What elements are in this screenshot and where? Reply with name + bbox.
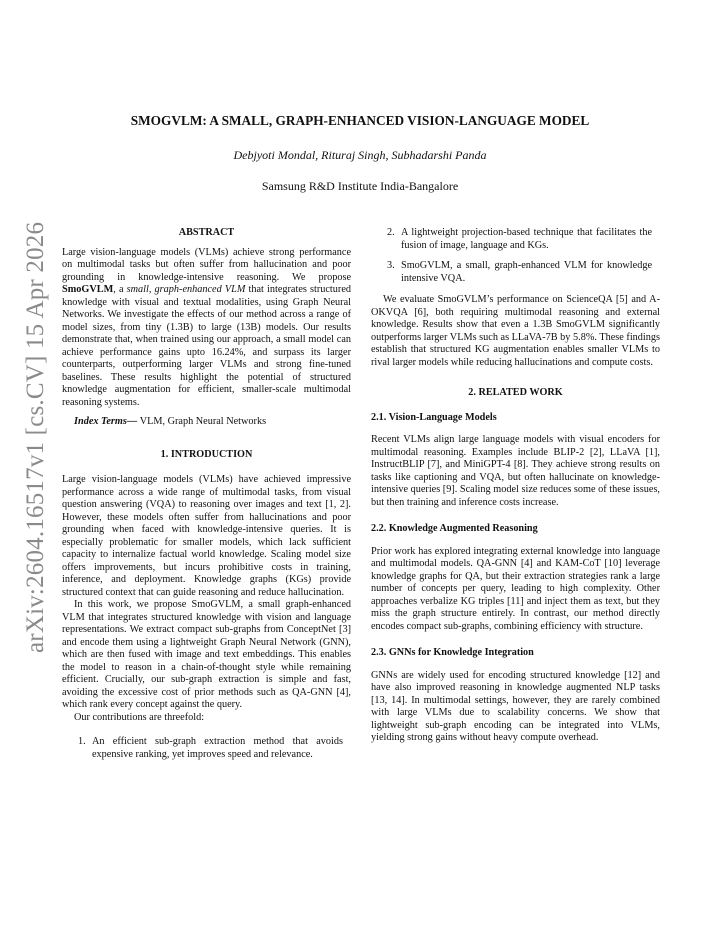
intro-paragraph-2: In this work, we propose SmoGVLM, a small graph-enhanced VLM that integrates structured knowledge with vision and language representations. We extract compact sub-graphs from ConceptNet [3] and encode them using a lightweight Graph Neural Network (GNN), which are then fused with image and text embeddings. This enables the model to reason in a chain-of-thought style while remaining efficient. Crucially, our sub-graph extraction is simple and fast, avoiding the excessive cost of prior methods such as QA-GNN [4], which rank every concept against the query. bbox=[62, 599, 351, 710]
related-work-heading: 2. RELATED WORK bbox=[468, 387, 563, 398]
abstract-text: Large vision-language models (VLMs) achieve strong performance on multimodal tasks but often suffer from hallucination and poor grounding in knowledge-intensive reasoning. We propose SmoGVLM, a small, graph-enhanced VLM that integrates structured knowledge with visual and textual modalities, using Graph Neural Networks. We investigate the effects of our method across a range of model sizes, from tiny (1.3B) to large (13B) models. Our results demonstrate that, when trained using our approach, a small model can achieve performance gains upto 16.24%, and surpass its larger counterparts, outperforming larger VLMs and strong fine-tuned baselines. These results highlight the potential of structured knowledge augmentation for efficient, smaller-scale multimodal reasoning systems. bbox=[62, 246, 351, 408]
index-terms: Index Terms— VLM, Graph Neural Networks bbox=[74, 416, 267, 427]
section-2-2-heading: 2.2. Knowledge Augmented Reasoning bbox=[371, 523, 538, 534]
contributions-list bbox=[62, 736, 351, 761]
contributions-list-continued bbox=[371, 227, 660, 285]
section-2-1-heading: 2.1. Vision-Language Models bbox=[371, 411, 497, 423]
paper-authors: Debjyoti Mondal, Rituraj Singh, Subhadarshi Panda bbox=[233, 148, 487, 162]
section-2-3-text: GNNs are widely used for encoding structured knowledge [12] and have also improved reasoning in knowledge augmented NLP tasks [13, 14]. In multimodal settings, however, they are rarely combined with large VLMs due to scalability concerns. We show that lightweight sub-graph encoding can be integrated into VLMs, yielding strong gains without heavy compute overhead. bbox=[371, 669, 660, 743]
list-item: 2. A lightweight projection-based technique that facilitates the fusion of image, language and KGs. bbox=[387, 227, 652, 251]
intro-paragraph-3: Our contributions are threefold: bbox=[74, 711, 205, 723]
section-2-3-heading: 2.3. GNNs for Knowledge Integration bbox=[371, 647, 534, 658]
section-2-2-text: Prior work has explored integrating external knowledge into language and multimodal models. QA-GNN [4] and KAM-CoT [10] leverage knowledge graphs for QA, but their extraction strategies rank a large number of concepts per query, leading to high complexity. Other approaches verbalize KG triples [11] and inject them as text, but they miss the graph structure entirely. In contrast, our method directly encodes compact sub-graphs, combining efficiency with structure. bbox=[371, 545, 660, 632]
paper-title: SMOGVLM: A SMALL, GRAPH-ENHANCED VISION-LANGUAGE MODEL bbox=[130, 113, 590, 128]
right-column bbox=[371, 227, 660, 745]
introduction-heading: 1. INTRODUCTION bbox=[160, 448, 253, 460]
paper-affiliation: Samsung R&D Institute India-Bangalore bbox=[261, 179, 459, 193]
left-column bbox=[62, 227, 351, 761]
intro-paragraph-1: Large vision-language models (VLMs) have achieved impressive performance across a wide range of multimodal tasks, from visual question answering (VQA) to reasoning over images and text [1, 2]. However, these models often suffer from hallucinations and poor grounding when faced with knowledge-intensive queries. It is especially problematic for smaller models, which lack sufficient capacity to internalize factual world knowledge. Scaling model size offers improvements, but incurs prohibitive costs in training, inference, and deployment. Knowledge graphs (KGs) provide structured context that can guide reasoning and reduce hallucination. bbox=[62, 474, 351, 598]
arxiv-side-label: arXiv:2604.16517v1 [cs.CV] 15 Apr 2026 bbox=[22, 221, 49, 653]
list-item: 3. SmoGVLM, a small, graph-enhanced VLM for knowledge intensive VQA. bbox=[387, 260, 652, 284]
section-2-1-text: Recent VLMs align large language models with visual encoders for multimodal reasoning. Examples include BLIP-2 [2], LLaVA [1], InstructBLIP [7], and MiniGPT-4 [8]. They achieve strong results on tasks like captioning and VQA, but often hallucinate on knowledge-intensive queries [9]. Scaling model size reduces some of these issues, but then training and inference costs increase. bbox=[371, 434, 660, 508]
list-item: 1. An efficient sub-graph extraction method that avoids expensive ranking, yet improves speed and relevance. bbox=[78, 736, 343, 760]
intro-paragraph-4: We evaluate SmoGVLM’s performance on ScienceQA [5] and A-OKVQA [6], both requiring multimodal reasoning and external knowledge. Results show that even a 1.3B SmoGVLM significantly outperforms larger VLMs such as LLaVA-7B by 5.8%. These findings establish that structured KG augmentation enables smaller VLMs to rival larger models while reducing hallucinations and compute costs. bbox=[371, 294, 660, 368]
abstract-heading: ABSTRACT bbox=[178, 227, 235, 238]
